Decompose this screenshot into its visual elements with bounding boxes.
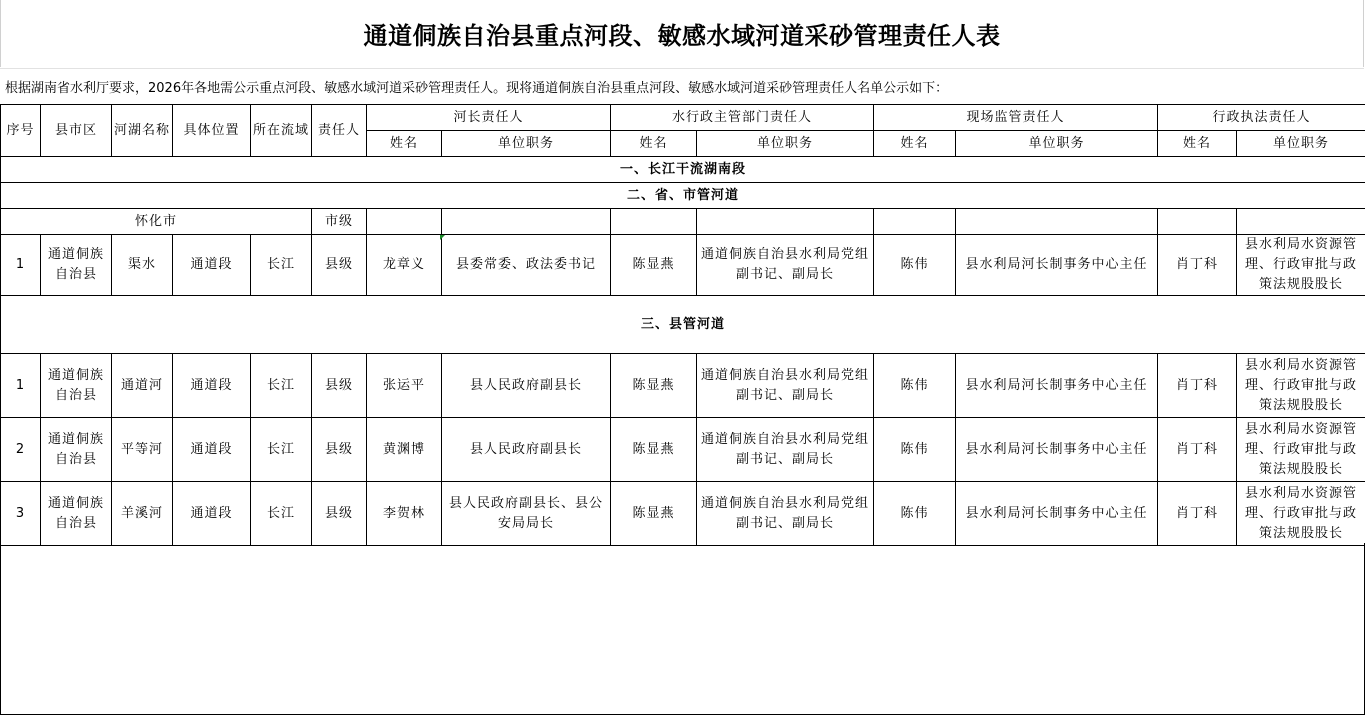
admin-post-cell: 通道侗族自治县水利局党组副书记、副局长 xyxy=(697,354,874,418)
seq-cell: 3 xyxy=(1,482,41,546)
table-row xyxy=(1,418,1365,482)
admin-name-cell: 陈显燕 xyxy=(611,482,697,546)
header-site-supervisor: 现场监管责任人 xyxy=(874,105,1158,131)
header-site-name: 姓名 xyxy=(874,131,956,157)
header-law-enforcement: 行政执法责任人 xyxy=(1158,105,1365,131)
level-cell: 县级 xyxy=(312,482,367,546)
responsibility-table xyxy=(0,104,1365,546)
header-location: 具体位置 xyxy=(173,105,251,157)
chief-post-cell: 县人民政府副县长、县公安局局长 xyxy=(442,482,611,546)
header-river-chief: 河长责任人 xyxy=(367,105,611,131)
section-title: 二、省、市管河道 xyxy=(1,183,1365,209)
seq-cell: 1 xyxy=(1,354,41,418)
chief-name-cell: 李贺林 xyxy=(367,482,442,546)
section-title: 三、县管河道 xyxy=(1,296,1365,354)
basin-cell: 长江 xyxy=(251,482,312,546)
empty-cell xyxy=(1237,209,1365,235)
river-cell: 羊溪河 xyxy=(112,482,173,546)
location-cell: 通道段 xyxy=(173,235,251,296)
site-post-cell: 县水利局河长制事务中心主任 xyxy=(956,235,1158,296)
admin-name-cell: 陈显燕 xyxy=(611,235,697,296)
county-cell: 通道侗族自治县 xyxy=(41,482,112,546)
empty-cell xyxy=(956,209,1158,235)
level-cell: 县级 xyxy=(312,235,367,296)
section-row-3 xyxy=(1,296,1365,354)
city-name: 怀化市 xyxy=(1,209,312,235)
enf-post-cell: 县水利局水资源管理、行政审批与政策法规股股长 xyxy=(1237,482,1365,546)
header-level: 责任人 xyxy=(312,105,367,157)
empty-cell xyxy=(697,209,874,235)
header-chief-post: 单位职务 xyxy=(442,131,611,157)
header-county: 县市区 xyxy=(41,105,112,157)
enf-name-cell: 肖丁科 xyxy=(1158,482,1237,546)
level-cell: 县级 xyxy=(312,354,367,418)
header-seq: 序号 xyxy=(1,105,41,157)
admin-post-cell: 通道侗族自治县水利局党组副书记、副局长 xyxy=(697,235,874,296)
blank-sheet-area xyxy=(0,543,1365,715)
cell-comment-marker xyxy=(440,235,445,240)
site-post-cell: 县水利局河长制事务中心主任 xyxy=(956,354,1158,418)
city-row xyxy=(1,209,1365,235)
empty-cell xyxy=(367,209,442,235)
site-name-cell: 陈伟 xyxy=(874,354,956,418)
header-enf-post: 单位职务 xyxy=(1237,131,1365,157)
river-cell: 通道河 xyxy=(112,354,173,418)
site-post-cell: 县水利局河长制事务中心主任 xyxy=(956,482,1158,546)
admin-name-cell: 陈显燕 xyxy=(611,354,697,418)
admin-name-cell: 陈显燕 xyxy=(611,418,697,482)
section-row-2 xyxy=(1,183,1365,209)
site-name-cell: 陈伟 xyxy=(874,235,956,296)
enf-name-cell: 肖丁科 xyxy=(1158,235,1237,296)
level-cell: 县级 xyxy=(312,418,367,482)
header-admin-name: 姓名 xyxy=(611,131,697,157)
header-water-admin: 水行政主管部门责任人 xyxy=(611,105,874,131)
basin-cell: 长江 xyxy=(251,354,312,418)
chief-name-cell: 黄渊博 xyxy=(367,418,442,482)
county-cell: 通道侗族自治县 xyxy=(41,354,112,418)
header-site-post: 单位职务 xyxy=(956,131,1158,157)
empty-cell xyxy=(874,209,956,235)
admin-post-cell: 通道侗族自治县水利局党组副书记、副局长 xyxy=(697,482,874,546)
chief-post-cell: 县委常委、政法委书记 xyxy=(442,235,611,296)
document-title: 通道侗族自治县重点河段、敏感水域河道采砂管理责任人表 xyxy=(0,0,1364,67)
empty-cell xyxy=(611,209,697,235)
location-cell: 通道段 xyxy=(173,482,251,546)
header-admin-post: 单位职务 xyxy=(697,131,874,157)
chief-post-cell: 县人民政府副县长 xyxy=(442,418,611,482)
city-level: 市级 xyxy=(312,209,367,235)
table-row xyxy=(1,482,1365,546)
notice-text: 根据湖南省水利厅要求，2026年各地需公示重点河段、敏感水域河道采砂管理责任人。现将通道侗族自治县重点河段、敏感水域河道采砂管理责任人名单公示如下： xyxy=(0,68,1364,103)
site-name-cell: 陈伟 xyxy=(874,482,956,546)
basin-cell: 长江 xyxy=(251,235,312,296)
river-cell: 渠水 xyxy=(112,235,173,296)
enf-post-cell: 县水利局水资源管理、行政审批与政策法规股股长 xyxy=(1237,354,1365,418)
enf-name-cell: 肖丁科 xyxy=(1158,418,1237,482)
empty-cell xyxy=(1158,209,1237,235)
table-row xyxy=(1,235,1365,296)
enf-name-cell: 肖丁科 xyxy=(1158,354,1237,418)
enf-post-cell: 县水利局水资源管理、行政审批与政策法规股股长 xyxy=(1237,235,1365,296)
location-cell: 通道段 xyxy=(173,354,251,418)
header-basin: 所在流域 xyxy=(251,105,312,157)
basin-cell: 长江 xyxy=(251,418,312,482)
empty-cell xyxy=(442,209,611,235)
seq-cell: 2 xyxy=(1,418,41,482)
chief-name-cell: 龙章义 xyxy=(367,235,442,296)
site-post-cell: 县水利局河长制事务中心主任 xyxy=(956,418,1158,482)
county-cell: 通道侗族自治县 xyxy=(41,235,112,296)
river-cell: 平等河 xyxy=(112,418,173,482)
site-name-cell: 陈伟 xyxy=(874,418,956,482)
location-cell: 通道段 xyxy=(173,418,251,482)
admin-post-cell: 通道侗族自治县水利局党组副书记、副局长 xyxy=(697,418,874,482)
header-river: 河湖名称 xyxy=(112,105,173,157)
header-enf-name: 姓名 xyxy=(1158,131,1237,157)
seq-cell: 1 xyxy=(1,235,41,296)
enf-post-cell: 县水利局水资源管理、行政审批与政策法规股股长 xyxy=(1237,418,1365,482)
header-row-1 xyxy=(1,105,1365,131)
chief-name-cell: 张运平 xyxy=(367,354,442,418)
section-row-1 xyxy=(1,157,1365,183)
section-title: 一、长江干流湖南段 xyxy=(1,157,1365,183)
table-row xyxy=(1,354,1365,418)
header-chief-name: 姓名 xyxy=(367,131,442,157)
county-cell: 通道侗族自治县 xyxy=(41,418,112,482)
chief-post-cell: 县人民政府副县长 xyxy=(442,354,611,418)
